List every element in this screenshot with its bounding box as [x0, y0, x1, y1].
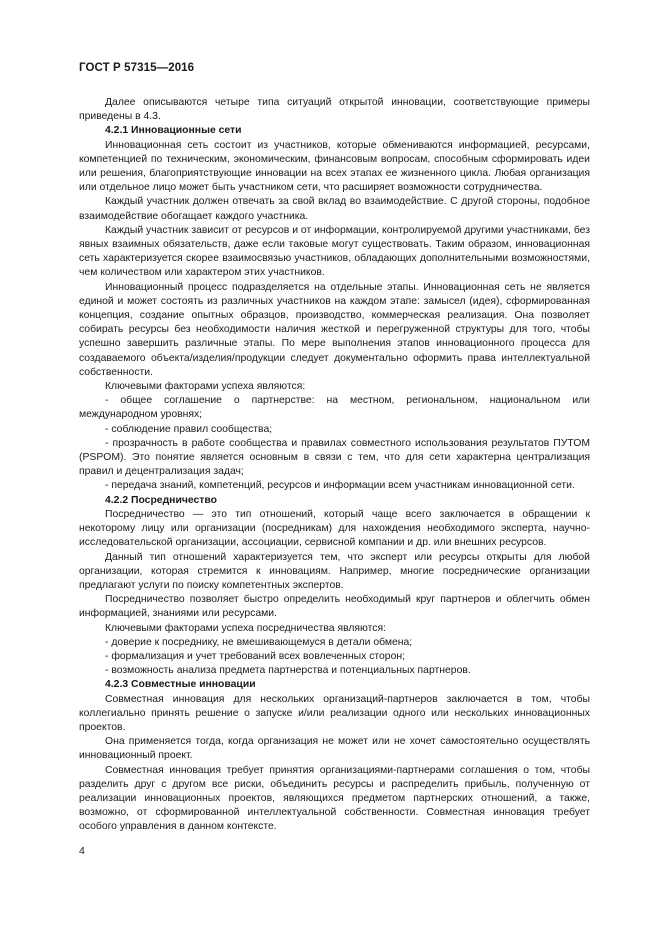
document-body [79, 96, 590, 835]
paragraph: Она применяется тогда, когда организация не может или не хочет самостоятельно осуществлять инновационный проект. [79, 736, 590, 762]
paragraph: Совместная инновация для нескольких организаций-партнеров заключается в том, чтобы коллегиально принять решение о запуске и/или реализации одного или нескольких инновационных проектов. [79, 693, 590, 733]
paragraph: Ключевыми факторами успеха посредничества являются: [105, 622, 386, 634]
list-item: - формализация и учет требований всех вовлеченных сторон; [105, 650, 405, 662]
paragraph: Посредничество — это тип отношений, который чаще всего заключается в обращении к некоторому лицу или организации (посредникам) для нахождения необходимого эксперта, научно-исследовательской организации, ассоциации, сервисной компании и др. или внешних ресурсов. [79, 508, 590, 549]
paragraph: Инновационный процесс подразделяется на отдельные этапы. Инновационная сеть не является единой и может состоять из различных участников на каждом этапе: замысел (идея), сформированная концепция, создание опытных образцов, производство, коммерческая реализация. Она позволяет собирать ресурсы без необходимости наличия жесткой и перегруженной структуры для того, чтобы успешно завершить различные этапы. По мере выполнения этапов инновационного процесса для создаваемого объекта/изделия/продукции следует документально оформить права интеллектуальной собственности. [79, 281, 590, 378]
list-item: - соблюдение правил сообщества; [105, 423, 273, 435]
section-heading: 4.2.3 Совместные инновации [105, 679, 256, 691]
paragraph: Каждый участник зависит от ресурсов и от информации, контролируемой другими участниками, без явных взаимных обязательств, даже если таковые могут существовать. Таким образом, инновационная сеть характеризуется скорее взаимосвязью участников, обладающих дополнительными возможностями, чем количеством или характером этих участников. [79, 224, 590, 279]
paragraph: Посредничество позволяет быстро определить необходимый круг партнеров и облегчить обмен информацией, знаниями или ресурсами. [79, 594, 590, 620]
section-heading: 4.2.2 Посредничество [105, 494, 217, 506]
page-number: 4 [79, 845, 85, 857]
paragraph: Совместная инновация требует принятия организациями-партнерами соглашения о том, чтобы разделить друг с другом все риски, объединить ресурсы и распределить прибыль, полученную от реализации инновационных проектов, являющихся предметом партнерских отношений, а также, возможно, от сформированной интеллектуальной собственности. Совместная инновация требует особого управления в данном контексте. [79, 764, 590, 833]
section-heading: 4.2.1 Инновационные сети [105, 125, 242, 137]
list-item: - возможность анализа предмета партнерства и потенциальных партнеров. [105, 665, 471, 677]
paragraph: Ключевыми факторами успеха являются: [105, 381, 306, 393]
list-item: - прозрачность в работе сообщества и правилах совместного использования результатов ПУТОМ (PSPOM). Это понятие является основным в связи с тем, что для сети характерна централизация правил и децентрализация задач; [79, 437, 590, 478]
list-item: - передача знаний, компетенций, ресурсов и информации всем участникам инновационной сети. [105, 480, 575, 492]
paragraph: Каждый участник должен отвечать за свой вклад во взаимодействие. С другой стороны, подобное взаимодействие обогащает каждого участника. [79, 196, 590, 222]
document-header: ГОСТ Р 57315—2016 [79, 62, 195, 74]
list-item: - доверие к посреднику, не вмешивающемуся в детали обмена; [105, 636, 413, 648]
paragraph: Далее описываются четыре типа ситуаций открытой инновации, соответствующие примеры приведены в 4.3. [79, 97, 590, 123]
list-item: - общее соглашение о партнерстве: на местном, региональном, национальном или международном уровнях; [79, 395, 590, 421]
paragraph: Инновационная сеть состоит из участников, которые обмениваются информацией, ресурсами, компетенцией по техническим, экономическим, финансовым вопросам, способным сформировать идеи или решения, благоприятствующие инновации на всех этапах ее жизненного цикла. Любая организация или отдельное лицо может быть участником сети, что расширяет возможности сотрудничества. [79, 139, 590, 194]
paragraph: Данный тип отношений характеризуется тем, что эксперт или ресурсы открыты для любой организации, которая стремится к инновациям. Например, многие посреднические организации предлагают услуги по поиску компетентных экспертов. [79, 551, 590, 591]
